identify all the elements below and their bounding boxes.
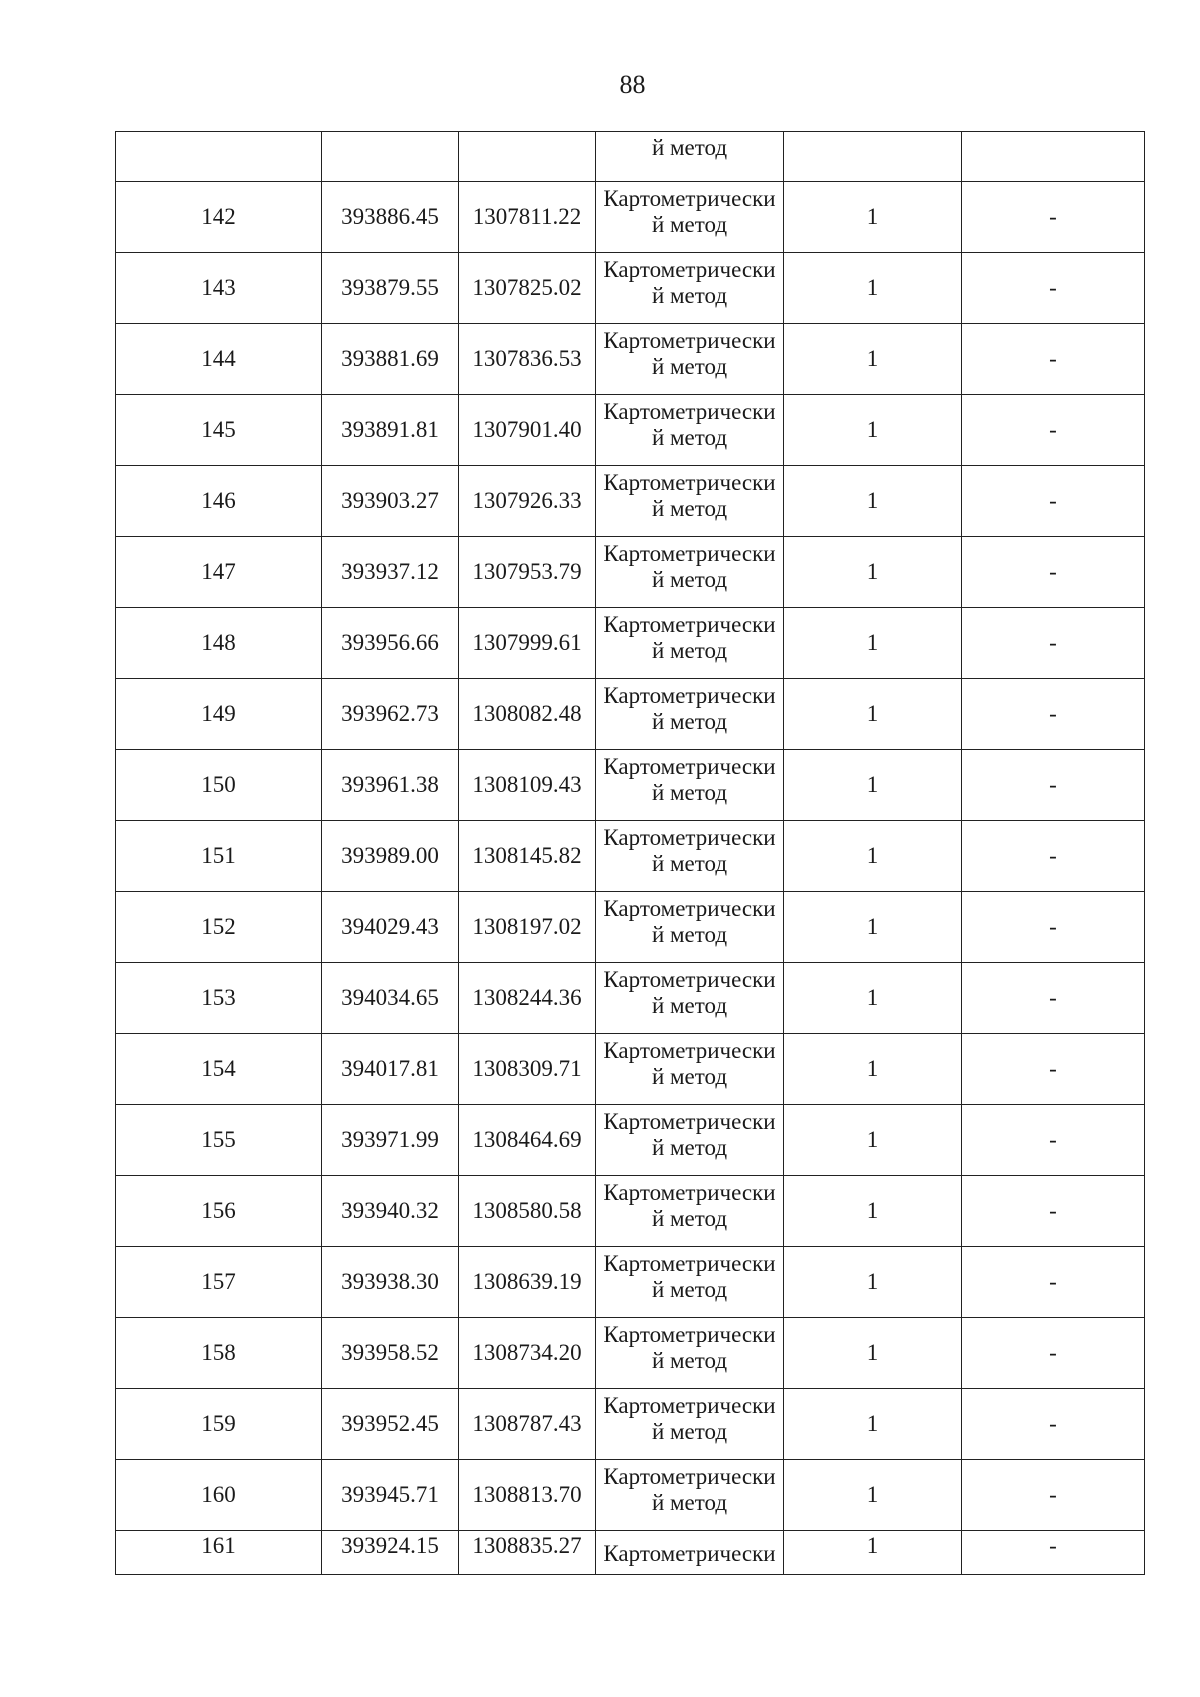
method-text-line1: Картометрически xyxy=(603,470,776,495)
method-text-line1: Картометрически xyxy=(603,1322,776,1347)
table-row xyxy=(116,1460,1145,1531)
accuracy-cell: 1 xyxy=(784,963,962,1034)
y-coordinate-cell: 1308835.27 xyxy=(459,1531,596,1575)
point-number-cell: 144 xyxy=(116,324,322,395)
method-cell xyxy=(596,821,784,892)
note-cell: - xyxy=(962,1105,1145,1176)
table-row xyxy=(116,1247,1145,1318)
y-coordinate-cell: 1307953.79 xyxy=(459,537,596,608)
point-number-cell: 161 xyxy=(116,1531,322,1575)
method-text-line2: й метод xyxy=(651,851,728,876)
accuracy-cell: 1 xyxy=(784,1034,962,1105)
method-text-line2: й метод xyxy=(651,1419,728,1444)
method-cell xyxy=(596,182,784,253)
method-text-line1: Картометрически xyxy=(603,1180,776,1205)
point-number-cell: 143 xyxy=(116,253,322,324)
method-text-line1: Картометрически xyxy=(603,683,776,708)
method-cell xyxy=(596,1460,784,1531)
note-cell: - xyxy=(962,608,1145,679)
method-cell xyxy=(596,324,784,395)
note-cell: - xyxy=(962,1389,1145,1460)
accuracy-cell: 1 xyxy=(784,892,962,963)
method-cell xyxy=(596,1034,784,1105)
method-text-line1: Картометрически xyxy=(603,1464,776,1489)
method-text-line1: Картометрически xyxy=(603,328,776,353)
y-coordinate-cell: 1308309.71 xyxy=(459,1034,596,1105)
empty-cell xyxy=(962,132,1145,182)
table-row xyxy=(116,963,1145,1034)
y-coordinate-cell: 1308109.43 xyxy=(459,750,596,821)
method-cell xyxy=(596,1176,784,1247)
point-number-cell: 154 xyxy=(116,1034,322,1105)
note-cell: - xyxy=(962,253,1145,324)
accuracy-cell: 1 xyxy=(784,1318,962,1389)
table-row xyxy=(116,679,1145,750)
method-text-line1: Картометрически xyxy=(603,399,776,424)
accuracy-cell: 1 xyxy=(784,1176,962,1247)
x-coordinate-cell: 394017.81 xyxy=(322,1034,459,1105)
method-text-line1: Картометрически xyxy=(603,896,776,921)
method-cell: Картометрически xyxy=(596,1531,784,1575)
y-coordinate-cell: 1308787.43 xyxy=(459,1389,596,1460)
note-cell: - xyxy=(962,679,1145,750)
note-cell: - xyxy=(962,1176,1145,1247)
table-row xyxy=(116,324,1145,395)
note-cell: - xyxy=(962,821,1145,892)
point-number-cell: 155 xyxy=(116,1105,322,1176)
y-coordinate-cell: 1307999.61 xyxy=(459,608,596,679)
accuracy-cell: 1 xyxy=(784,466,962,537)
point-number-cell: 160 xyxy=(116,1460,322,1531)
method-text-line1: Картометрически xyxy=(603,754,776,779)
method-text-line2: й метод xyxy=(651,1064,728,1089)
point-number-cell: 145 xyxy=(116,395,322,466)
x-coordinate-cell: 393958.52 xyxy=(322,1318,459,1389)
x-coordinate-cell: 393945.71 xyxy=(322,1460,459,1531)
method-text-line2: й метод xyxy=(651,425,728,450)
empty-cell xyxy=(784,132,962,182)
x-coordinate-cell: 393886.45 xyxy=(322,182,459,253)
accuracy-cell: 1 xyxy=(784,1389,962,1460)
accuracy-cell: 1 xyxy=(784,750,962,821)
y-coordinate-cell: 1308813.70 xyxy=(459,1460,596,1531)
accuracy-cell: 1 xyxy=(784,821,962,892)
x-coordinate-cell: 394034.65 xyxy=(322,963,459,1034)
note-cell: - xyxy=(962,324,1145,395)
x-coordinate-cell: 394029.43 xyxy=(322,892,459,963)
method-text-line1: Картометрически xyxy=(603,257,776,282)
note-cell: - xyxy=(962,1034,1145,1105)
note-cell: - xyxy=(962,182,1145,253)
accuracy-cell: 1 xyxy=(784,537,962,608)
accuracy-cell: 1 xyxy=(784,253,962,324)
accuracy-cell: 1 xyxy=(784,1247,962,1318)
point-number-cell: 146 xyxy=(116,466,322,537)
y-coordinate-cell: 1308639.19 xyxy=(459,1247,596,1318)
accuracy-cell: 1 xyxy=(784,182,962,253)
y-coordinate-cell: 1308244.36 xyxy=(459,963,596,1034)
method-text-line1: Картометрически xyxy=(603,967,776,992)
table-row xyxy=(116,1105,1145,1176)
y-coordinate-cell: 1307926.33 xyxy=(459,466,596,537)
point-number-cell: 142 xyxy=(116,182,322,253)
x-coordinate-cell: 393903.27 xyxy=(322,466,459,537)
point-number-cell: 159 xyxy=(116,1389,322,1460)
method-text-line2: й метод xyxy=(651,1490,728,1515)
x-coordinate-cell: 393971.99 xyxy=(322,1105,459,1176)
coordinates-table xyxy=(115,131,1145,1575)
table-row xyxy=(116,253,1145,324)
method-text-line2: й метод xyxy=(651,922,728,947)
method-text-line2: й метод xyxy=(651,1206,728,1231)
table-row xyxy=(116,1531,1145,1575)
y-coordinate-cell: 1308082.48 xyxy=(459,679,596,750)
continuation-row xyxy=(116,132,1145,182)
table-row xyxy=(116,537,1145,608)
y-coordinate-cell: 1307825.02 xyxy=(459,253,596,324)
point-number-cell: 151 xyxy=(116,821,322,892)
table-row xyxy=(116,821,1145,892)
method-text-line1: Картометрически xyxy=(603,1251,776,1276)
note-cell: - xyxy=(962,963,1145,1034)
method-text-line2: й метод xyxy=(651,212,728,237)
method-cell xyxy=(596,1389,784,1460)
accuracy-cell: 1 xyxy=(784,679,962,750)
accuracy-cell: 1 xyxy=(784,1105,962,1176)
x-coordinate-cell: 393891.81 xyxy=(322,395,459,466)
method-cell xyxy=(596,750,784,821)
accuracy-cell: 1 xyxy=(784,395,962,466)
table-row xyxy=(116,395,1145,466)
x-coordinate-cell: 393937.12 xyxy=(322,537,459,608)
method-text-line2: й метод xyxy=(651,709,728,734)
page-number: 88 xyxy=(619,70,646,99)
method-cell xyxy=(596,1247,784,1318)
method-cell xyxy=(596,1318,784,1389)
point-number-cell: 147 xyxy=(116,537,322,608)
method-cell xyxy=(596,537,784,608)
table-row xyxy=(116,466,1145,537)
y-coordinate-cell: 1307901.40 xyxy=(459,395,596,466)
note-cell: - xyxy=(962,1460,1145,1531)
method-text-line2: й метод xyxy=(651,354,728,379)
method-cell xyxy=(596,466,784,537)
empty-cell xyxy=(459,132,596,182)
x-coordinate-cell: 393989.00 xyxy=(322,821,459,892)
method-text-line1: Картометрически xyxy=(603,612,776,637)
x-coordinate-cell: 393940.32 xyxy=(322,1176,459,1247)
point-number-cell: 157 xyxy=(116,1247,322,1318)
method-text-line1: Картометрически xyxy=(603,1109,776,1134)
note-cell: - xyxy=(962,892,1145,963)
method-cell xyxy=(596,1105,784,1176)
method-cell xyxy=(596,963,784,1034)
method-text-line1: Картометрически xyxy=(603,186,776,211)
x-coordinate-cell: 393924.15 xyxy=(322,1531,459,1575)
table-row xyxy=(116,750,1145,821)
method-text-line2: й метод xyxy=(651,496,728,521)
x-coordinate-cell: 393952.45 xyxy=(322,1389,459,1460)
x-coordinate-cell: 393961.38 xyxy=(322,750,459,821)
point-number-cell: 149 xyxy=(116,679,322,750)
method-text-line2: й метод xyxy=(651,780,728,805)
y-coordinate-cell: 1307836.53 xyxy=(459,324,596,395)
point-number-cell: 148 xyxy=(116,608,322,679)
method-text-line2: й метод xyxy=(651,567,728,592)
empty-cell xyxy=(116,132,322,182)
x-coordinate-cell: 393881.69 xyxy=(322,324,459,395)
note-cell: - xyxy=(962,537,1145,608)
table-row xyxy=(116,1318,1145,1389)
method-text-line2: й метод xyxy=(651,1348,728,1373)
note-cell: - xyxy=(962,1318,1145,1389)
method-text-line1: Картометрически xyxy=(603,1038,776,1063)
table-row xyxy=(116,892,1145,963)
accuracy-cell: 1 xyxy=(784,324,962,395)
note-cell: - xyxy=(962,466,1145,537)
method-text-line1: Картометрически xyxy=(603,541,776,566)
method-text-line2: й метод xyxy=(651,283,728,308)
y-coordinate-cell: 1308734.20 xyxy=(459,1318,596,1389)
table-row xyxy=(116,1389,1145,1460)
method-cell xyxy=(596,892,784,963)
note-cell: - xyxy=(962,750,1145,821)
point-number-cell: 153 xyxy=(116,963,322,1034)
y-coordinate-cell: 1308580.58 xyxy=(459,1176,596,1247)
y-coordinate-cell: 1308464.69 xyxy=(459,1105,596,1176)
table-row xyxy=(116,182,1145,253)
table-body xyxy=(116,132,1145,1575)
accuracy-cell: 1 xyxy=(784,1460,962,1531)
x-coordinate-cell: 393956.66 xyxy=(322,608,459,679)
x-coordinate-cell: 393938.30 xyxy=(322,1247,459,1318)
y-coordinate-cell: 1308197.02 xyxy=(459,892,596,963)
method-text-line1: Картометрически xyxy=(603,825,776,850)
empty-cell xyxy=(322,132,459,182)
method-cell: й метод xyxy=(596,132,784,182)
method-text-line2: й метод xyxy=(651,1135,728,1160)
table-row xyxy=(116,1034,1145,1105)
point-number-cell: 156 xyxy=(116,1176,322,1247)
method-cell xyxy=(596,253,784,324)
table-row xyxy=(116,1176,1145,1247)
point-number-cell: 150 xyxy=(116,750,322,821)
method-text-line2: й метод xyxy=(651,638,728,663)
method-text-line2: й метод xyxy=(651,1277,728,1302)
accuracy-cell: 1 xyxy=(784,1531,962,1575)
accuracy-cell: 1 xyxy=(784,608,962,679)
method-cell xyxy=(596,395,784,466)
note-cell: - xyxy=(962,1531,1145,1575)
note-cell: - xyxy=(962,395,1145,466)
method-text-line1: Картометрически xyxy=(603,1393,776,1418)
method-text-line2: й метод xyxy=(651,993,728,1018)
point-number-cell: 158 xyxy=(116,1318,322,1389)
x-coordinate-cell: 393879.55 xyxy=(322,253,459,324)
note-cell: - xyxy=(962,1247,1145,1318)
table-row xyxy=(116,608,1145,679)
y-coordinate-cell: 1307811.22 xyxy=(459,182,596,253)
point-number-cell: 152 xyxy=(116,892,322,963)
x-coordinate-cell: 393962.73 xyxy=(322,679,459,750)
method-cell xyxy=(596,679,784,750)
method-cell xyxy=(596,608,784,679)
y-coordinate-cell: 1308145.82 xyxy=(459,821,596,892)
